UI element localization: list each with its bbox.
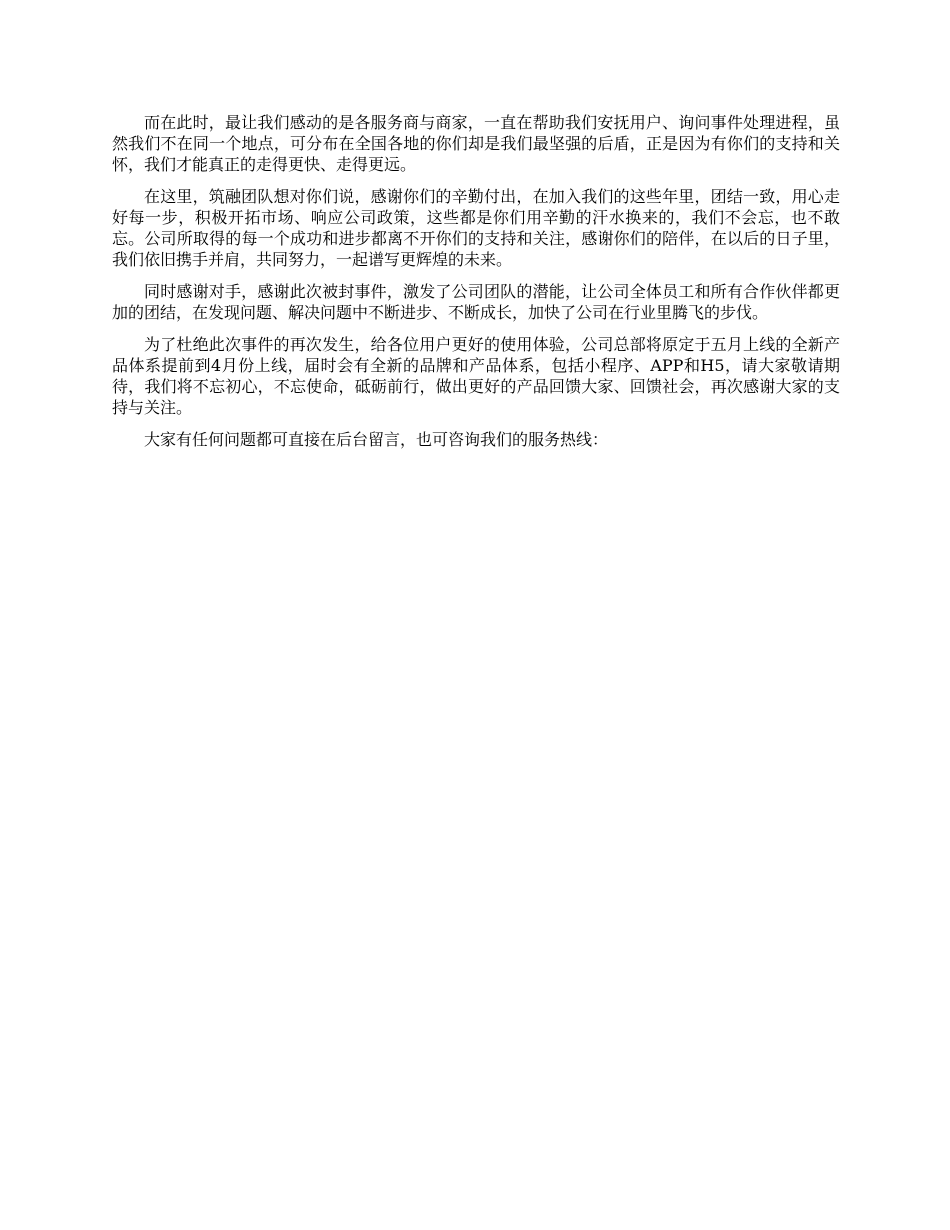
paragraph-team-message: 在这里，筑融团队想对你们说，感谢你们的辛勤付出，在加入我们的这些年里，团结一致，用心走好每一步，积极开拓市场、响应公司政策，这些都是你们用辛勤的汗水换来的，我们不会忘，也不敢忘。公司所取得的每一个成功和进步都离不开你们的支持和关注，感谢你们的陪伴，在以后的日子里，我们依旧携手并肩，共同努力，一起谱写更辉煌的未来。 (112, 187, 840, 269)
paragraph-thanks-partners: 而在此时，最让我们感动的是各服务商与商家，一直在帮助我们安抚用户、询问事件处理进程，虽然我们不在同一个地点，可分布在全国各地的你们却是我们最坚强的后盾，正是因为有你们的支持和关怀，我们才能真正的走得更快、走得更远。 (112, 113, 840, 174)
document-body (112, 112, 840, 461)
paragraph-product-launch: 为了杜绝此次事件的再次发生，给各位用户更好的使用体验，公司总部将原定于五月上线的全新产品体系提前到4月份上线，届时会有全新的品牌和产品体系，包括小程序、APP和H5，请大家敬请期待，我们将不忘初心，不忘使命，砥砺前行，做出更好的产品回馈大家、回馈社会，再次感谢大家的支持与关注。 (112, 335, 840, 417)
paragraph-thanks-competitors: 同时感谢对手，感谢此次被封事件，激发了公司团队的潜能，让公司全体员工和所有合作伙伴都更加的团结，在发现问题、解决问题中不断进步、不断成长，加快了公司在行业里腾飞的步伐。 (112, 282, 840, 322)
paragraph-contact: 大家有任何问题都可直接在后台留言，也可咨询我们的服务热线： (144, 430, 609, 449)
